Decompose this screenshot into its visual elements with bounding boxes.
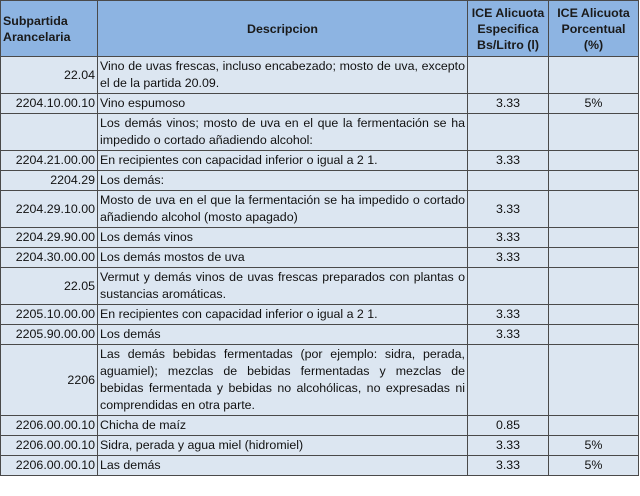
row-ice-percent-cell: 5% xyxy=(549,456,639,476)
header-code: Subpartida Arancelaria xyxy=(1,1,98,57)
row-description-cell: En recipientes con capacidad inferior o igual a 2 1. xyxy=(98,151,468,171)
table-row xyxy=(1,416,639,436)
row-ice-percent-cell xyxy=(549,114,639,151)
row-ice-percent-cell xyxy=(549,191,639,228)
row-ice-specific-cell xyxy=(468,171,549,191)
row-code-cell: 2205.90.00.00 xyxy=(1,325,98,345)
table-row xyxy=(1,114,639,151)
table-row xyxy=(1,456,639,476)
row-ice-percent-cell xyxy=(549,151,639,171)
row-ice-percent-cell xyxy=(549,171,639,191)
row-ice-specific-cell xyxy=(468,345,549,416)
row-ice-percent-cell: 5% xyxy=(549,436,639,456)
row-description-cell: Los demás vinos; mosto de uva en el que la fermentación se ha impedido o cortado añadiendo alcohol: xyxy=(98,114,468,151)
row-ice-percent-cell: 5% xyxy=(549,94,639,114)
row-ice-specific-cell: 3.33 xyxy=(468,436,549,456)
row-code-cell: 2204.29.10.00 xyxy=(1,191,98,228)
row-code-cell: 2204.29 xyxy=(1,171,98,191)
header-description: Descripcion xyxy=(98,1,468,57)
row-code-cell: 2204.10.00.10 xyxy=(1,94,98,114)
row-ice-specific-cell: 3.33 xyxy=(468,228,549,248)
table-row xyxy=(1,171,639,191)
table-row xyxy=(1,268,639,305)
row-code-cell: 22.05 xyxy=(1,268,98,305)
table-row xyxy=(1,228,639,248)
row-description-cell: Vino de uvas frescas, incluso encabezado; mosto de uva, excepto el de la partida 20.09. xyxy=(98,57,468,94)
table-row xyxy=(1,191,639,228)
row-ice-specific-cell: 3.33 xyxy=(468,248,549,268)
table-row xyxy=(1,151,639,171)
row-description-cell: Las demás xyxy=(98,456,468,476)
row-code-cell: 2204.29.90.00 xyxy=(1,228,98,248)
row-ice-percent-cell xyxy=(549,345,639,416)
row-ice-specific-cell: 3.33 xyxy=(468,94,549,114)
row-ice-specific-cell: 3.33 xyxy=(468,151,549,171)
row-code-cell: 2206 xyxy=(1,345,98,416)
row-description-cell: Los demás vinos xyxy=(98,228,468,248)
row-description-cell: Los demás mostos de uva xyxy=(98,248,468,268)
row-code-cell: 2206.00.00.10 xyxy=(1,436,98,456)
row-ice-percent-cell xyxy=(549,325,639,345)
row-ice-percent-cell xyxy=(549,416,639,436)
row-description-cell: Vino espumoso xyxy=(98,94,468,114)
row-ice-specific-cell: 0.85 xyxy=(468,416,549,436)
table-row xyxy=(1,248,639,268)
row-ice-percent-cell xyxy=(549,268,639,305)
row-ice-specific-cell xyxy=(468,114,549,151)
row-code-cell: 2204.30.00.00 xyxy=(1,248,98,268)
table-body xyxy=(1,57,639,476)
table-row xyxy=(1,345,639,416)
row-ice-specific-cell xyxy=(468,57,549,94)
row-code-cell: 22.04 xyxy=(1,57,98,94)
row-description-cell: Sidra, perada y agua miel (hidromiel) xyxy=(98,436,468,456)
row-ice-percent-cell xyxy=(549,57,639,94)
table-row xyxy=(1,436,639,456)
table-row xyxy=(1,57,639,94)
row-description-cell: Chicha de maíz xyxy=(98,416,468,436)
table-row xyxy=(1,94,639,114)
row-ice-specific-cell: 3.33 xyxy=(468,191,549,228)
row-code-cell: 2205.10.00.00 xyxy=(1,305,98,325)
row-ice-specific-cell: 3.33 xyxy=(468,305,549,325)
row-code-cell: 2204.21.00.00 xyxy=(1,151,98,171)
row-description-cell: En recipientes con capacidad inferior o igual a 2 1. xyxy=(98,305,468,325)
table-row xyxy=(1,305,639,325)
row-description-cell: Las demás bebidas fermentadas (por ejemplo: sidra, perada, aguamiel); mezclas de bebidas fermentadas y mezclas de bebidas fermentada y bebidas no alcohólicas, no expresadas ni comprendidas en otra parte. xyxy=(98,345,468,416)
row-ice-specific-cell: 3.33 xyxy=(468,325,549,345)
header-row xyxy=(1,1,639,57)
row-description-cell: Mosto de uva en el que la fermentación se ha impedido o cortado añadiendo alcohol (mosto apagado) xyxy=(98,191,468,228)
row-ice-specific-cell xyxy=(468,268,549,305)
row-ice-percent-cell xyxy=(549,248,639,268)
row-description-cell: Los demás: xyxy=(98,171,468,191)
row-code-cell: 2206.00.00.10 xyxy=(1,456,98,476)
row-ice-percent-cell xyxy=(549,228,639,248)
row-ice-specific-cell: 3.33 xyxy=(468,456,549,476)
table-row xyxy=(1,325,639,345)
row-code-cell: 2206.00.00.10 xyxy=(1,416,98,436)
row-ice-percent-cell xyxy=(549,305,639,325)
row-description-cell: Vermut y demás vinos de uvas frescas preparados con plantas o sustancias aromáticas. xyxy=(98,268,468,305)
row-description-cell: Los demás xyxy=(98,325,468,345)
header-ice-specific: ICE Alicuota Especifica Bs/Litro (l) xyxy=(468,1,549,57)
row-code-cell xyxy=(1,114,98,151)
header-ice-percent: ICE Alicuota Porcentual (%) xyxy=(549,1,639,57)
